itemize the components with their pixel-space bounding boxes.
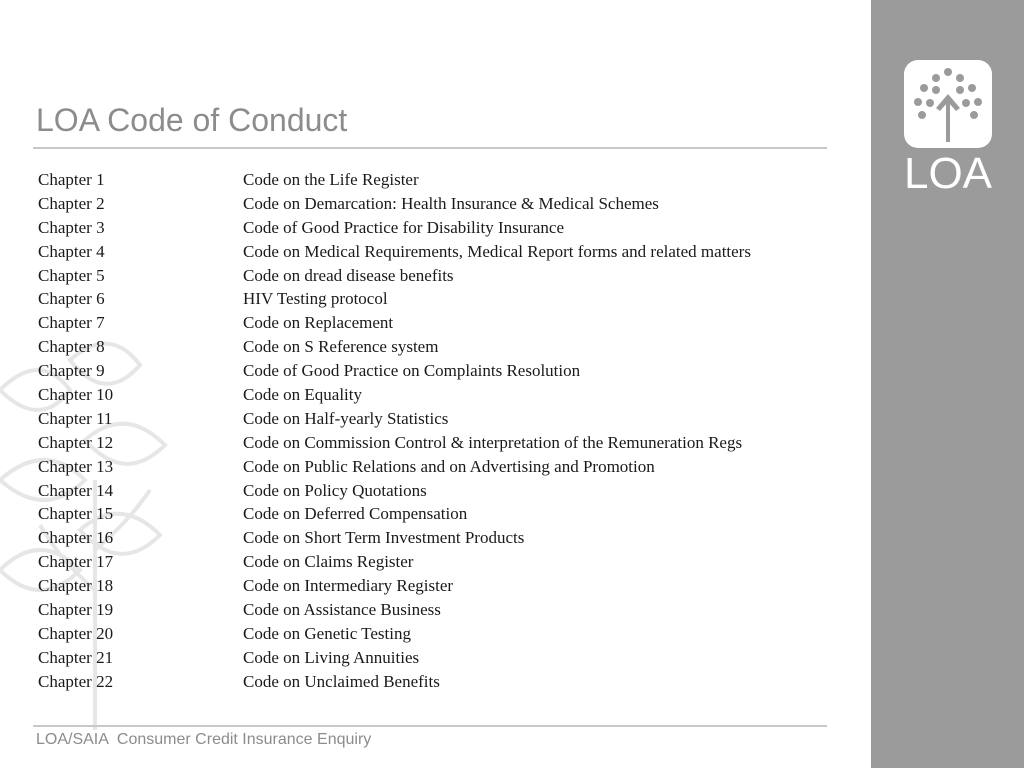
chapter-number: Chapter 1 <box>38 170 105 189</box>
chapter-row <box>38 646 838 670</box>
chapter-title: Code on Medical Requirements, Medical Report forms and related matters <box>243 241 751 261</box>
logo-text: LOA <box>903 149 993 194</box>
chapter-number: Chapter 4 <box>38 241 105 261</box>
chapter-number: Chapter 18 <box>38 576 114 596</box>
chapter-title: Code of Good Practice on Complaints Resolution <box>243 361 581 381</box>
chapter-title: Code on Policy Quotations <box>243 480 427 500</box>
chapter-number: Chapter 3 <box>38 217 105 237</box>
chapter-row <box>38 598 838 622</box>
chapter-list <box>38 168 838 694</box>
chapter-number: Chapter 15 <box>38 504 114 524</box>
chapter-title: Code on Commission Control & interpretation of the Remuneration Regs <box>243 432 743 452</box>
chapter-row <box>38 359 838 383</box>
chapter-title: Code on dread disease benefits <box>243 265 454 285</box>
chapter-title: Code on Claims Register <box>243 552 414 572</box>
chapter-number: Chapter 16 <box>38 528 114 548</box>
chapter-number: Chapter 7 <box>38 313 105 333</box>
chapter-row <box>38 335 838 359</box>
chapter-number: Chapter 12 <box>38 432 114 452</box>
chapter-number: Chapter 10 <box>38 385 114 405</box>
chapter-title: Code on Replacement <box>243 313 394 333</box>
chapter-title: HIV Testing protocol <box>243 289 388 309</box>
chapter-number: Chapter 6 <box>38 289 105 309</box>
chapter-title: Code on Public Relations and on Advertising and Promotion <box>243 456 655 476</box>
chapter-number: Chapter 17 <box>38 552 114 572</box>
chapter-row <box>38 574 838 598</box>
chapter-number: Chapter 11 <box>38 408 113 428</box>
chapter-number: Chapter 14 <box>38 480 114 500</box>
chapter-row <box>38 407 838 431</box>
chapter-row <box>38 192 838 216</box>
chapter-row <box>38 502 838 526</box>
chapter-number: Chapter 22 <box>38 671 114 691</box>
chapter-number: Chapter 19 <box>38 600 114 620</box>
chapter-title: Code on the Life Register <box>243 170 419 189</box>
chapter-row <box>38 311 838 335</box>
chapter-row <box>38 622 838 646</box>
chapter-title: Code on Deferred Compensation <box>243 504 468 524</box>
tree-icon <box>902 58 994 194</box>
chapter-title: Code on Intermediary Register <box>243 576 454 596</box>
chapter-row <box>38 216 838 240</box>
chapter-row <box>38 455 838 479</box>
chapter-row <box>38 479 838 503</box>
chapter-row <box>38 526 838 550</box>
chapter-number: Chapter 20 <box>38 623 114 643</box>
chapter-number: Chapter 8 <box>38 337 105 357</box>
chapter-number: Chapter 2 <box>38 193 105 213</box>
chapter-title: Code on Living Annuities <box>243 647 420 667</box>
chapter-number: Chapter 9 <box>38 361 105 381</box>
chapter-title: Code on Assistance Business <box>243 600 441 620</box>
chapter-title: Code on S Reference system <box>243 337 439 357</box>
sidebar-panel <box>871 0 1024 768</box>
footer-text: LOA/SAIA Consumer Credit Insurance Enquiry <box>36 731 372 748</box>
chapter-title: Code on Unclaimed Benefits <box>243 671 440 691</box>
chapter-row <box>38 264 838 288</box>
chapter-title: Code on Equality <box>243 385 362 405</box>
chapter-row <box>38 431 838 455</box>
chapter-row <box>38 168 838 192</box>
chapter-row <box>38 240 838 264</box>
chapter-title: Code on Half-yearly Statistics <box>243 408 449 428</box>
chapter-title: Code on Demarcation: Health Insurance & Medical Schemes <box>243 193 659 213</box>
chapter-title: Code on Genetic Testing <box>243 623 411 643</box>
chapter-row <box>38 287 838 311</box>
chapter-title: Code of Good Practice for Disability Insurance <box>243 217 565 237</box>
chapter-title: Code on Short Term Investment Products <box>243 528 525 548</box>
title-divider <box>33 147 827 149</box>
chapter-row <box>38 670 838 694</box>
footer-divider <box>33 725 827 727</box>
chapter-number: Chapter 21 <box>38 647 114 667</box>
chapter-row <box>38 383 838 407</box>
page-title: LOA Code of Conduct <box>36 102 348 138</box>
chapter-number: Chapter 13 <box>38 456 114 476</box>
chapter-number: Chapter 5 <box>38 265 105 285</box>
chapter-row <box>38 550 838 574</box>
